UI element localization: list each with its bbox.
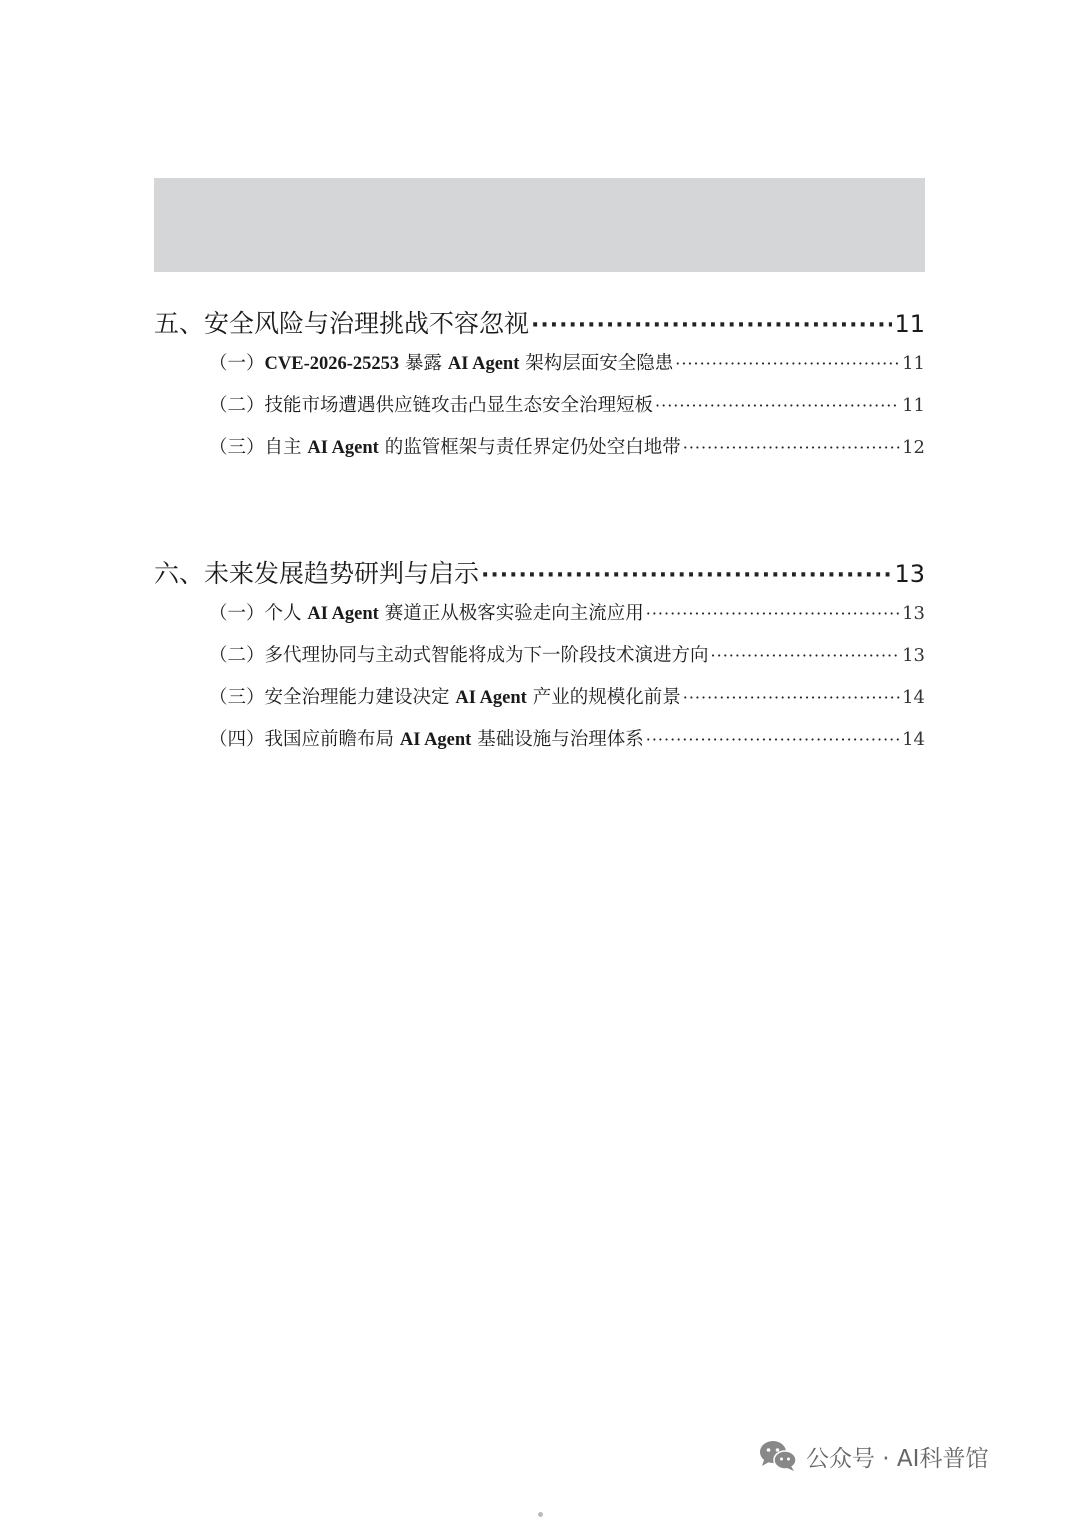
entry-text: 赛道正从极客实验走向主流应用 <box>378 603 644 624</box>
entry-prefix: （四） <box>209 729 265 750</box>
entry-text: 个人 <box>264 603 308 624</box>
section-title: 六、未来发展趋势研判与启示 <box>154 559 480 588</box>
section-title: 五、安全风险与治理挑战不容忽视 <box>154 309 530 338</box>
entry-prefix: （二） <box>209 645 265 666</box>
toc-section-5 <box>154 305 925 469</box>
entry-prefix: （二） <box>209 395 265 416</box>
entry-prefix: （一） <box>209 603 265 624</box>
page-indicator-dot <box>538 1512 543 1517</box>
entry-prefix: （三） <box>209 437 265 458</box>
entry-bold-text: CVE-2026-25253 <box>264 354 400 374</box>
entry-text: 架构层面安全隐患 <box>519 353 674 374</box>
toc-entry[interactable] <box>154 385 925 427</box>
wechat-icon <box>758 1439 798 1473</box>
page-number: 11 <box>902 395 925 416</box>
page-number: 14 <box>902 729 925 750</box>
toc-entry[interactable] <box>154 677 925 719</box>
entry-text: 安全治理能力建设决定 <box>264 687 456 708</box>
page-number: 11 <box>894 310 925 338</box>
leader-dots <box>711 635 901 677</box>
entry-prefix: （一） <box>209 353 265 374</box>
entry-bold-text: AI Agent <box>455 688 527 708</box>
toc-entry[interactable] <box>154 593 925 635</box>
entry-bold-text: AI Agent <box>307 438 379 458</box>
wechat-watermark <box>758 1436 988 1476</box>
header-gray-band <box>154 178 925 272</box>
entry-bold-text: AI Agent <box>447 354 520 374</box>
watermark-text: 公众号 · AI科普馆 <box>806 1445 989 1472</box>
page-number: 14 <box>902 687 925 708</box>
toc-section-heading[interactable] <box>154 555 925 593</box>
leader-dots <box>683 677 900 719</box>
leader-dots <box>683 427 900 469</box>
entry-text: 自主 <box>264 437 308 458</box>
entry-prefix: （三） <box>209 687 265 708</box>
leader-dots <box>646 593 900 635</box>
entry-text: 技能市场遭遇供应链攻击凸显生态安全治理短板 <box>264 395 654 416</box>
leader-dots <box>481 557 892 593</box>
entry-bold-text: AI Agent <box>307 604 379 624</box>
entry-text: 暴露 <box>399 353 448 374</box>
toc-entry[interactable] <box>154 427 925 469</box>
toc-entry[interactable] <box>154 343 925 385</box>
entry-text: 的监管框架与责任界定仍处空白地带 <box>378 437 681 458</box>
page-number: 12 <box>902 437 925 458</box>
entry-text: 我国应前瞻布局 <box>264 729 400 750</box>
entry-text: 基础设施与治理体系 <box>471 729 644 750</box>
toc-section-heading[interactable] <box>154 305 925 343</box>
entry-bold-text: AI Agent <box>399 730 472 750</box>
leader-dots <box>531 307 892 343</box>
page-number: 13 <box>894 560 925 588</box>
toc-section-6 <box>154 555 925 761</box>
leader-dots <box>646 719 900 761</box>
toc-entry[interactable] <box>154 719 925 761</box>
toc-entry[interactable] <box>154 635 925 677</box>
page-number: 13 <box>902 603 925 624</box>
leader-dots <box>675 343 900 385</box>
entry-text: 多代理协同与主动式智能将成为下一阶段技术演进方向 <box>264 645 709 666</box>
page-number: 13 <box>902 645 925 666</box>
leader-dots <box>655 385 900 427</box>
entry-text: 产业的规模化前景 <box>526 687 681 708</box>
page-number: 11 <box>902 353 925 374</box>
